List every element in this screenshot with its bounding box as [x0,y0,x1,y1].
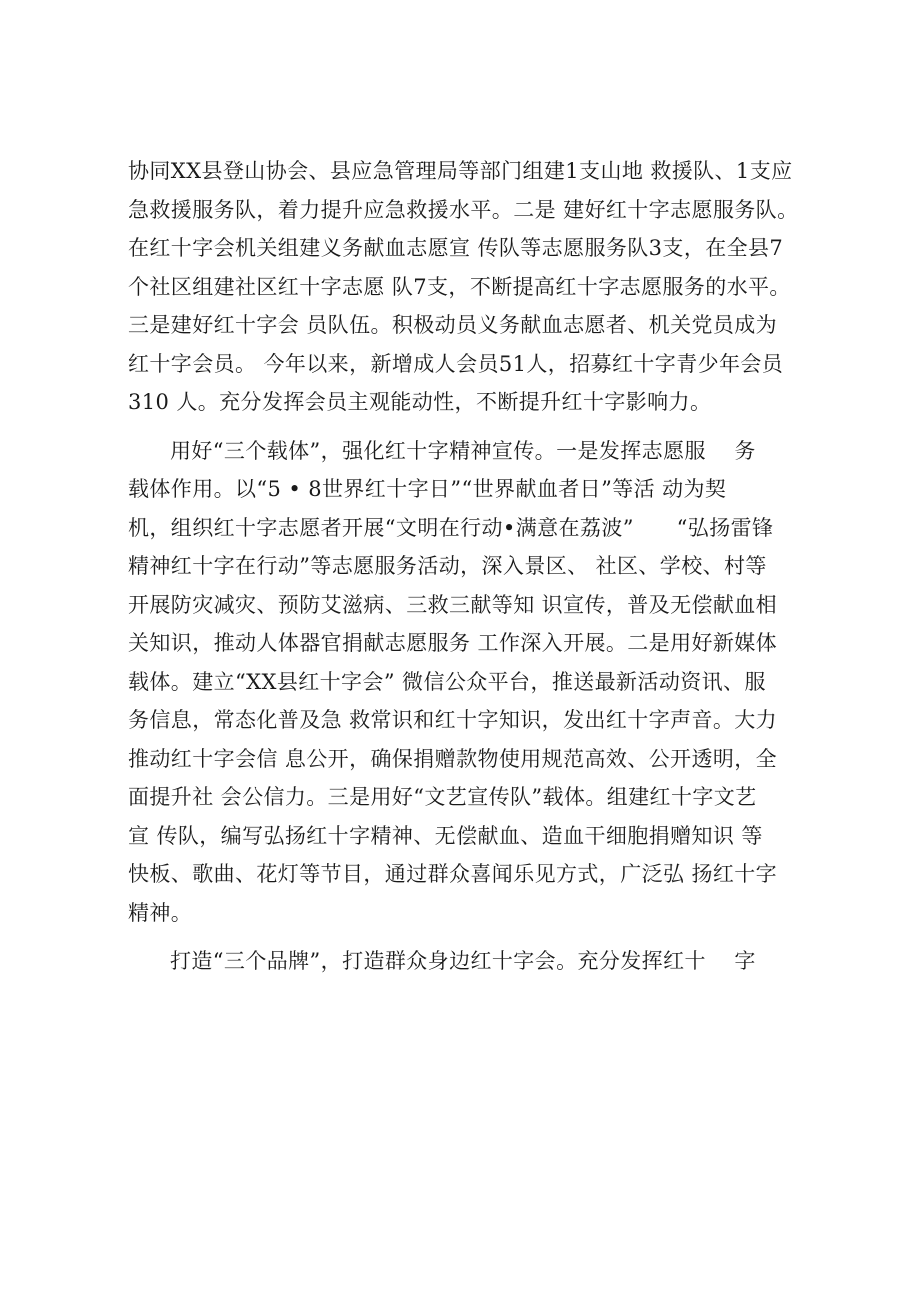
text-line: 载体作用。以“5 • 8世界红十字日”“世界献血者日”等活 动为契 [128,477,727,501]
text-line: 个社区组建社区红十字志愿 队7支，不断提高红十字志愿服务的水平。 [128,274,791,299]
text-line: 关知识，推动人体器官捐献志愿服务 工作深入开展。二是用好新媒体 [128,631,778,655]
text-line: 机，组织红十字志愿者开展“文明在行动•满意在荔波” “弘扬雷锋 [128,515,774,540]
text-line: 推动红十字会信 息公开，确保捐赠款物使用规范高效、公开透明，全 [128,746,778,771]
text-line: 宣 传队，编写弘扬红十字精神、无偿献血、造血干细胞捐赠知识 等 [128,823,763,848]
text-line: 载体。建立“XX县红十字会” 微信公众平台，推送最新活动资讯、服 [128,669,766,694]
text-line: 用好“三个载体”，强化红十字精神宣传。一是发挥志愿服 务 [170,438,756,463]
document-body [128,152,808,989]
text-line: 打造“三个品牌”，打造群众身边红十字会。充分发挥红十 字 [170,949,756,973]
paragraph-volunteer-teams [128,152,808,422]
text-line: 急救援服务队，着力提升应急救援水平。二是 建好红十字志愿服务队。 [128,197,799,222]
text-line: 务信息，常态化普及急 救常识和红十字知识，发出红十字声音。大力 [128,708,778,732]
text-line: 快板、歌曲、花灯等节目，通过群众喜闻乐见方式，广泛弘 扬红十字 [128,862,778,886]
text-line: 在红十字会机关组建义务献血志愿宣 传队等志愿服务队3支，在全县7 [128,236,784,260]
paragraph-three-carriers [128,432,808,933]
text-line: 开展防灾减灾、预防艾滋病、三救三献等知 识宣传，普及无偿献血相 [128,592,778,617]
text-line: 三是建好红十字会 员队伍。积极动员义务献血志愿者、机关党员成为 [128,313,778,337]
text-line: 精神。 [128,900,193,925]
text-line: 面提升社 会公信力。三是用好“文艺宣传队”载体。组建红十字文艺 [128,785,757,809]
text-line: 310 人。充分发挥会员主观能动性，不断提升红十字影响力。 [128,390,712,414]
text-line: 红十字会员。 今年以来，新增成人会员51人，招募红十字青少年会员 [128,351,784,376]
text-line: 精神红十字在行动”等志愿服务活动，深入景区、 社区、学校、村等 [128,554,767,578]
paragraph-three-brands [128,942,808,981]
text-line: 协同XX县登山协会、县应急管理局等部门组建1支山地 救援队、1支应 [128,159,793,183]
